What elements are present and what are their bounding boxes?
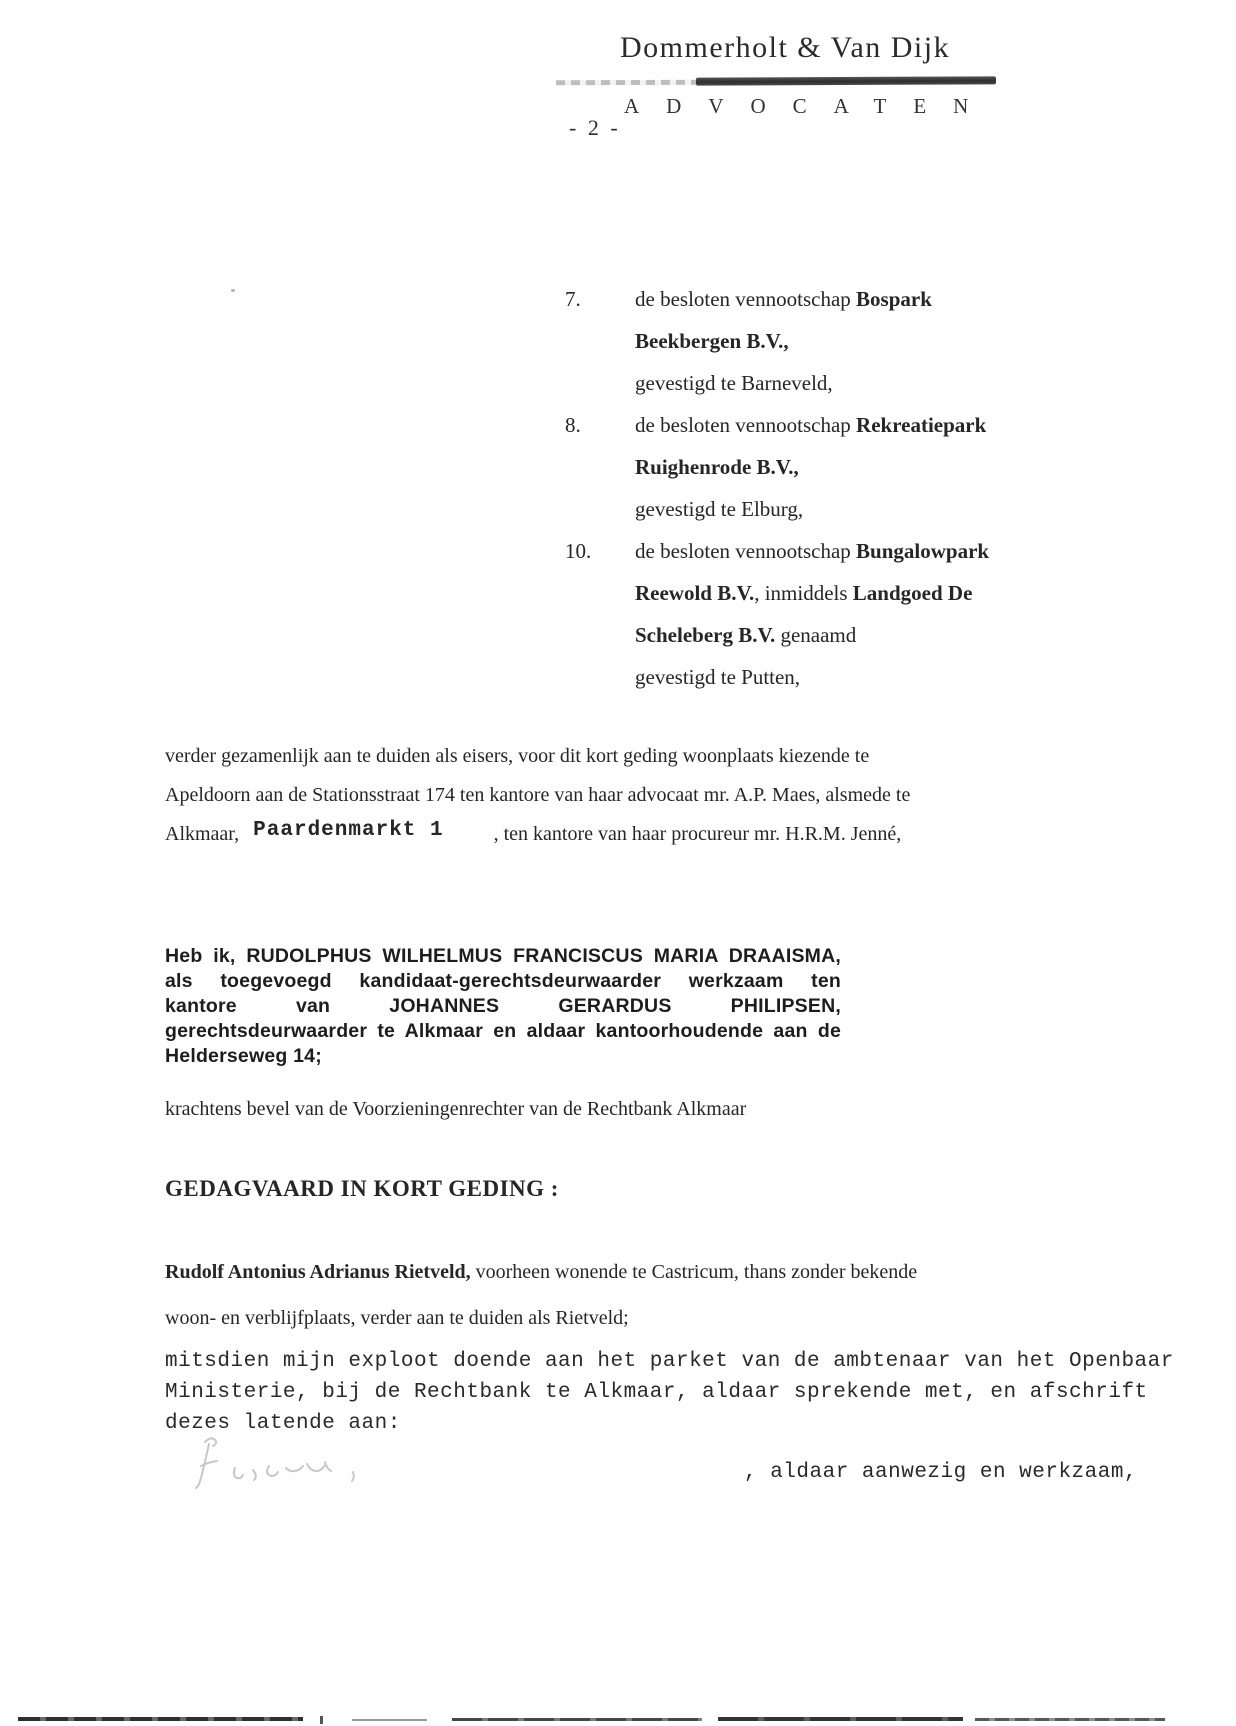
order-line: krachtens bevel van de Voorzieningenrechter van de Rechtbank Alkmaar xyxy=(165,1098,747,1120)
text: verder gezamenlijk aan te duiden als eisers, voor dit kort geding woonplaats kiezende te xyxy=(165,745,870,767)
bold-text: Ruighenrode B.V., xyxy=(635,455,799,479)
list-item-lines xyxy=(635,404,986,530)
text-line xyxy=(635,614,989,656)
typewriter-insert: Paardenmarkt 1 xyxy=(253,819,444,842)
text: de besloten vennootschap xyxy=(635,413,857,437)
text-line: als toegevoegd kandidaat-gerechtsdeurwaarder werkzaam ten xyxy=(165,970,841,992)
text: gevestigd te Barneveld, xyxy=(635,371,833,395)
text: de besloten vennootschap xyxy=(635,287,857,311)
bold-text: Rekreatiepark xyxy=(856,413,987,437)
defendant-paragraph xyxy=(165,1249,917,1341)
text: woon- en verblijfplaats, verder aan te duiden als Rietveld; xyxy=(165,1307,629,1329)
text-line: mitsdien mijn exploot doende aan het parket van de ambtenaar van het Openbaar xyxy=(165,1350,1174,1373)
scan-edge-artifact xyxy=(320,1716,323,1724)
text: Alkmaar, xyxy=(165,823,240,845)
list-item xyxy=(565,530,989,698)
scan-edge-artifact xyxy=(975,1718,1165,1721)
ink-speck xyxy=(231,289,235,292)
scan-edge-artifact xyxy=(18,1717,303,1721)
scan-edge-artifact xyxy=(352,1719,427,1721)
text-line: gerechtsdeurwaarder te Alkmaar en aldaar kantoorhoudende aan de xyxy=(165,1020,841,1042)
text-line: Helderseweg 14; xyxy=(165,1045,322,1067)
text-line: Heb ik, RUDOLPHUS WILHELMUS FRANCISCUS MARIA DRAAISMA, xyxy=(165,945,841,967)
list-item-lines xyxy=(635,530,989,698)
summons-heading: GEDAGVAARD IN KORT GEDING : xyxy=(165,1176,559,1201)
bold-text: Reewold B.V. xyxy=(635,581,755,605)
letterhead-firm-name: Dommerholt & Van Dijk xyxy=(620,31,951,64)
list-item-number: 10. xyxy=(565,539,592,563)
text-line xyxy=(165,737,910,776)
text-line xyxy=(165,776,910,815)
bold-text: Rudolf Antonius Adrianus Rietveld, xyxy=(165,1261,471,1283)
scan-edge-artifact xyxy=(718,1717,963,1721)
bold-text: Bospark xyxy=(856,287,932,311)
list-item-number: 7. xyxy=(565,287,581,311)
bold-text: Bungalowpark xyxy=(856,539,990,563)
list-item-lines xyxy=(635,278,932,404)
text: , ten kantore van haar procureur mr. H.R.M. Jenné, xyxy=(493,823,902,845)
text-line xyxy=(635,320,932,362)
text-line xyxy=(635,530,989,572)
text-line xyxy=(635,488,986,530)
letterhead-rule xyxy=(696,76,996,85)
text-line xyxy=(165,1249,917,1295)
bold-text: Beekbergen B.V., xyxy=(635,329,789,353)
text: gevestigd te Putten, xyxy=(635,665,801,689)
bold-text: Landgoed De xyxy=(852,581,973,605)
text-line xyxy=(635,656,989,698)
text: de besloten vennootschap xyxy=(635,539,857,563)
text-line xyxy=(165,815,910,855)
text: Apeldoorn aan de Stationsstraat 174 ten kantore van haar advocaat mr. A.P. Maes, alsmede te xyxy=(165,784,911,806)
text: genaamd xyxy=(775,623,857,647)
letterhead-subtitle: ADVOCATEN xyxy=(624,94,996,118)
page-number: - 2 - xyxy=(569,115,621,140)
text-line: dezes latende aan: xyxy=(165,1412,401,1435)
text-line xyxy=(635,278,932,320)
text-line xyxy=(635,404,986,446)
domicile-paragraph xyxy=(165,737,910,855)
list-item-number: 8. xyxy=(565,413,581,437)
bold-text: Scheleberg B.V. xyxy=(635,623,776,647)
text-line xyxy=(635,572,989,614)
plaintiffs-list xyxy=(565,278,989,698)
handwritten-scribble xyxy=(183,1428,423,1518)
list-item xyxy=(565,278,989,404)
text-line xyxy=(635,362,932,404)
list-item xyxy=(565,404,989,530)
text-line: kantore van JOHANNES GERARDUS PHILIPSEN, xyxy=(165,995,841,1017)
text: , inmiddels xyxy=(754,581,853,605)
service-note: , aldaar aanwezig en werkzaam, xyxy=(744,1461,1138,1484)
service-paragraph xyxy=(165,1346,1174,1439)
text: gevestigd te Elburg, xyxy=(635,497,804,521)
text: voorheen wonende te Castricum, thans zonder bekende xyxy=(470,1261,918,1283)
letterhead-rule-faint xyxy=(556,80,704,86)
text-line: Ministerie, bij de Rechtbank te Alkmaar, aldaar sprekende met, en afschrift xyxy=(165,1381,1148,1404)
text-line xyxy=(635,446,986,488)
bailiff-statement xyxy=(165,944,841,1069)
scan-edge-artifact xyxy=(452,1718,702,1721)
text-line xyxy=(165,1295,917,1341)
